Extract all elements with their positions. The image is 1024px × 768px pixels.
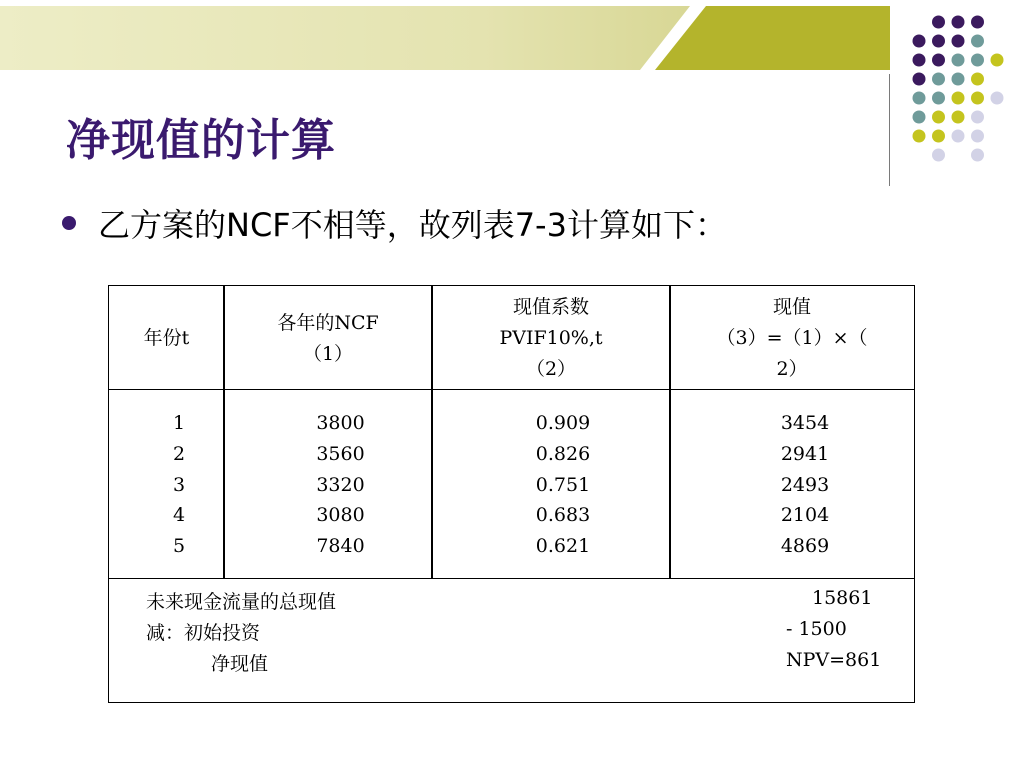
decorative-dot	[971, 149, 984, 162]
table-header-row	[109, 286, 914, 390]
decorative-dot	[913, 92, 926, 105]
summary-value: - 1500	[786, 618, 847, 640]
ncf-cell: 7840	[316, 535, 365, 558]
year-cell: 4	[172, 504, 186, 527]
pv-column	[670, 408, 940, 562]
decorative-dot	[913, 35, 926, 48]
ncf-cell: 3800	[316, 412, 365, 434]
decorative-dot	[952, 16, 965, 29]
header-pv-line3: 2）	[776, 358, 808, 380]
summary-row	[109, 649, 914, 680]
pv-cell: 2493	[780, 473, 830, 496]
summary-row	[109, 618, 914, 649]
pv-cell: 2941	[780, 442, 830, 465]
decorative-dot	[932, 35, 945, 48]
ncf-cell: 3320	[316, 473, 365, 496]
column-divider	[669, 286, 671, 579]
year-cell: 5	[172, 535, 186, 558]
year-cell: 1	[172, 412, 186, 434]
decorative-dot	[932, 16, 945, 29]
bullet-text: 乙方案的NCF不相等，故列表7-3计算如下：	[98, 206, 727, 244]
header-pv-line1: 现值	[772, 296, 811, 318]
table-body	[109, 390, 914, 579]
decorative-dot	[971, 111, 984, 124]
page-title: 净现值的计算	[66, 115, 336, 166]
pvif-cell: 0.826	[535, 442, 591, 465]
decorative-dot	[952, 54, 965, 67]
header-ncf-line2: （1）	[302, 343, 354, 365]
decorative-dot	[913, 130, 926, 143]
pvif-cell: 0.909	[535, 412, 591, 434]
pv-cell: 2104	[780, 504, 830, 527]
decorative-dot	[932, 111, 945, 124]
summary-value: NPV=861	[786, 649, 882, 671]
pvif-cell: 0.751	[535, 473, 591, 496]
decorative-dot	[971, 130, 984, 143]
summary-value: 15861	[812, 587, 873, 609]
summary-label: 减：初始投资	[146, 622, 261, 644]
year-cell: 2	[172, 442, 186, 465]
ncf-cell: 3080	[316, 504, 365, 527]
summary-row	[109, 587, 914, 618]
bullet-dot-icon	[62, 216, 76, 230]
decorative-dot	[952, 130, 965, 143]
summary-section	[109, 579, 914, 702]
header-ncf	[224, 308, 432, 370]
header-pvif-line2: PVIF10%,t	[499, 327, 603, 349]
decorative-dot	[952, 111, 965, 124]
decorative-dot	[932, 130, 945, 143]
decorative-dot	[932, 54, 945, 67]
column-divider	[431, 286, 433, 579]
pvif-cell: 0.683	[535, 504, 591, 527]
summary-label: 净现值	[211, 653, 269, 675]
decorative-dot	[971, 16, 984, 29]
decorative-dot	[952, 73, 965, 86]
ncf-cell: 3560	[316, 442, 365, 465]
header-pvif-line3: （2）	[525, 358, 577, 380]
ncf-column	[224, 408, 457, 562]
header-year	[109, 323, 224, 354]
decorative-dot	[971, 92, 984, 105]
decorative-dot	[932, 92, 945, 105]
column-divider	[223, 286, 225, 579]
npv-table	[108, 285, 915, 703]
header-pv-line2: （3）=（1）×（	[716, 327, 868, 349]
header-pvif-line1: 现值系数	[512, 296, 589, 318]
summary-label: 未来现金流量的总现值	[146, 591, 337, 613]
decorative-dot	[913, 111, 926, 124]
decorative-dot	[952, 92, 965, 105]
pvif-cell: 0.621	[535, 535, 591, 558]
decorative-dot	[971, 73, 984, 86]
pv-cell: 4869	[780, 535, 830, 558]
decorative-dot	[991, 92, 1004, 105]
decorative-dot	[932, 73, 945, 86]
decorative-dot	[913, 54, 926, 67]
pvif-column	[432, 408, 694, 562]
dot-grid-decoration	[0, 0, 1024, 200]
year-cell: 3	[172, 473, 186, 496]
header-pv	[670, 292, 914, 385]
decorative-dot	[971, 35, 984, 48]
header-ncf-line1: 各年的NCF	[277, 312, 379, 334]
decorative-dot	[952, 35, 965, 48]
decorative-dot	[991, 54, 1004, 67]
decorative-dot	[913, 73, 926, 86]
bullet-item	[62, 200, 727, 246]
decorative-dot	[971, 54, 984, 67]
header-year-text: 年份t	[143, 327, 190, 349]
pv-cell: 3454	[780, 412, 830, 434]
header-pvif	[432, 292, 670, 385]
decorative-dot	[932, 149, 945, 162]
